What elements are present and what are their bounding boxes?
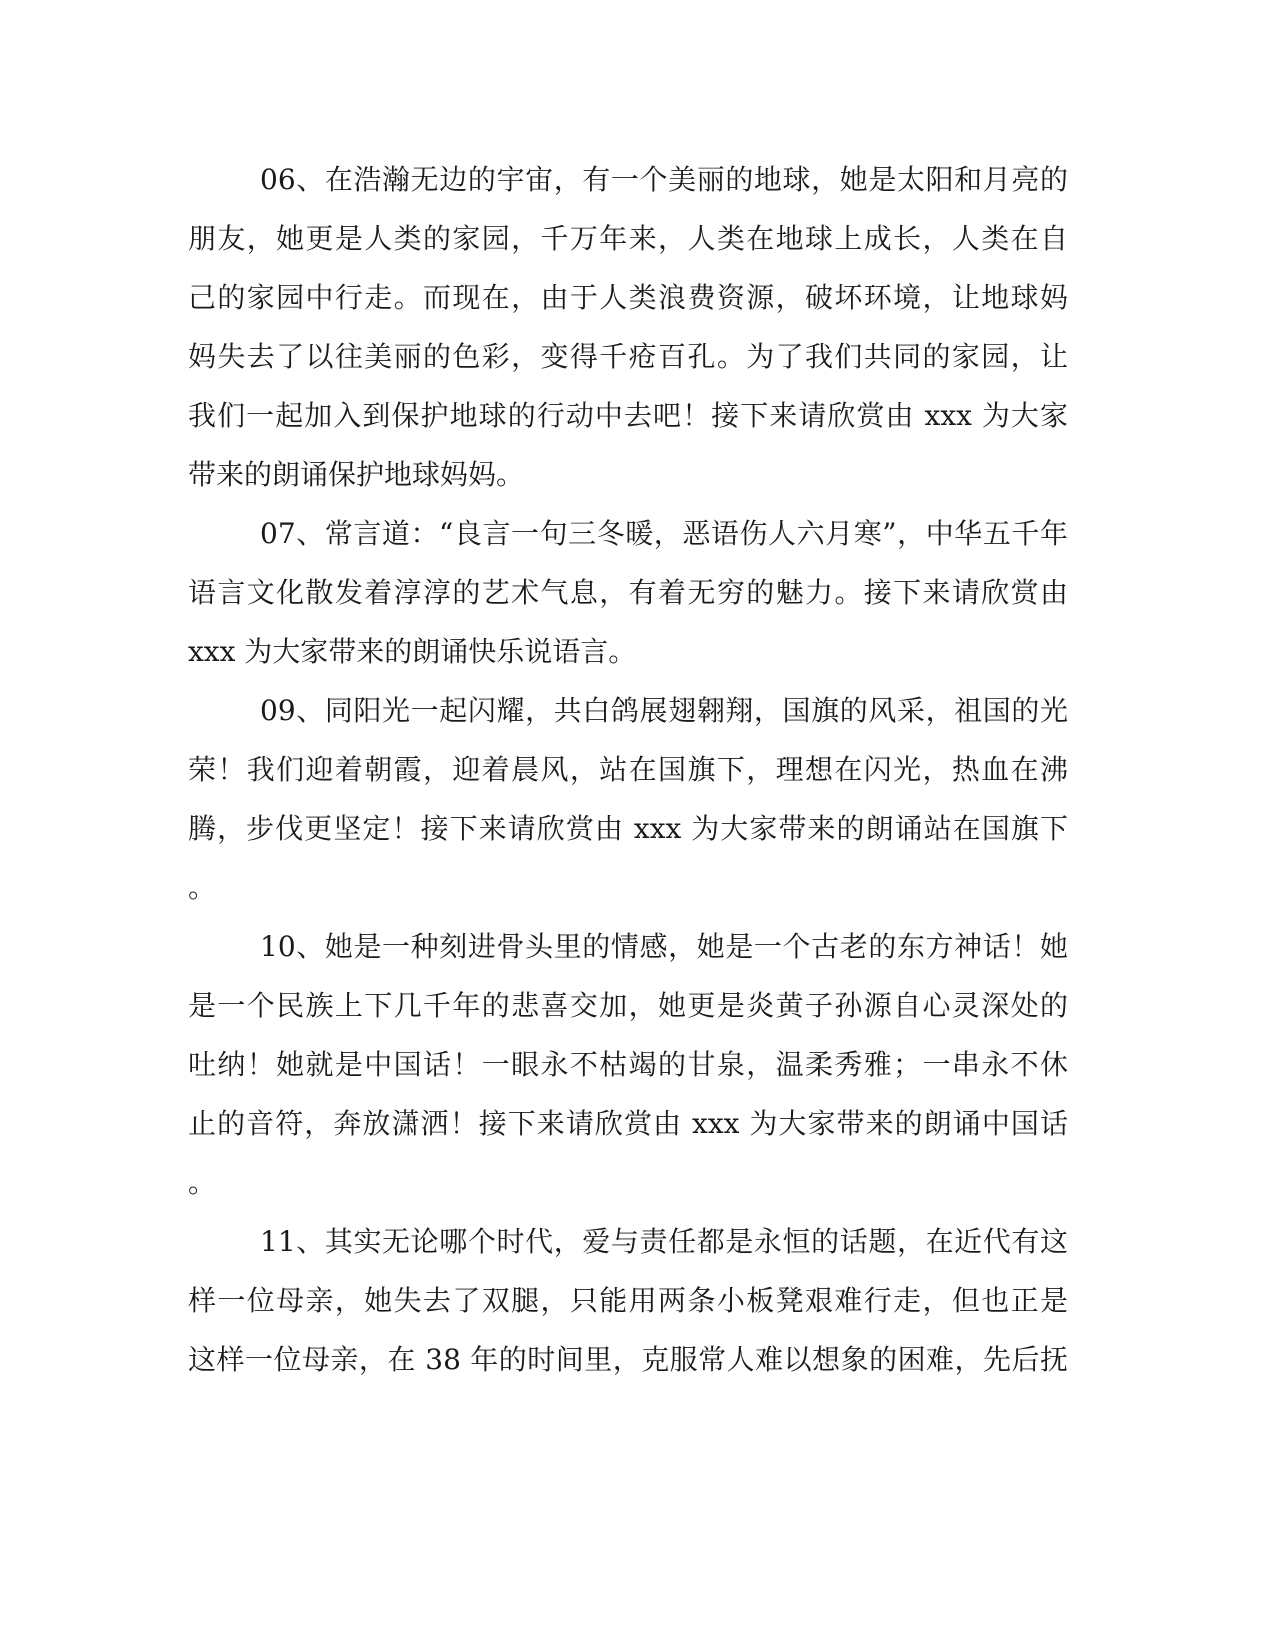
paragraph-11-line-3: 这样一位母亲，在 38 年的时间里，克服常人难以想象的困难，先后抚 — [188, 1343, 1068, 1376]
paragraph-07-line-3: xxx 为大家带来的朗诵快乐说语言。 — [188, 635, 637, 668]
paragraph-07-line-1: 07、常言道：“良言一句三冬暖，恶语伤人六月寒”，中华五千年 — [260, 517, 1068, 550]
paragraph-06-line-5: 我们一起加入到保护地球的行动中去吧！接下来请欣赏由 xxx 为大家 — [188, 399, 1068, 432]
paragraph-11-line-1: 11、其实无论哪个时代，爱与责任都是永恒的话题，在近代有这 — [260, 1225, 1068, 1258]
paragraph-07-line-2: 语言文化散发着淳淳的艺术气息，有着无穷的魅力。接下来请欣赏由 — [188, 576, 1068, 609]
paragraph-09-line-3: 腾，步伐更坚定！接下来请欣赏由 xxx 为大家带来的朗诵站在国旗下 — [188, 812, 1068, 845]
paragraph-11-line-2: 样一位母亲，她失去了双腿，只能用两条小板凳艰难行走，但也正是 — [188, 1284, 1068, 1317]
paragraph-09-line-1: 09、同阳光一起闪耀，共白鸽展翅翱翔，国旗的风采，祖国的光 — [260, 694, 1068, 727]
paragraph-06-line-3: 己的家园中行走。而现在，由于人类浪费资源，破坏环境，让地球妈 — [188, 281, 1068, 314]
paragraph-10-line-1: 10、她是一种刻进骨头里的情感，她是一个古老的东方神话！她 — [260, 930, 1068, 963]
paragraph-10-line-3: 吐纳！她就是中国话！一眼永不枯竭的甘泉，温柔秀雅；一串永不休 — [188, 1048, 1068, 1081]
paragraph-10-line-5: 。 — [188, 1166, 217, 1199]
paragraph-06-line-4: 妈失去了以往美丽的色彩，变得千疮百孔。为了我们共同的家园，让 — [188, 340, 1068, 373]
paragraph-06-line-1: 06、在浩瀚无边的宇宙，有一个美丽的地球，她是太阳和月亮的 — [260, 163, 1068, 196]
paragraph-06-line-2: 朋友，她更是人类的家园，千万年来，人类在地球上成长，人类在自 — [188, 222, 1068, 255]
paragraph-09-line-4: 。 — [188, 871, 217, 904]
paragraph-10-line-2: 是一个民族上下几千年的悲喜交加，她更是炎黄子孙源自心灵深处的 — [188, 989, 1068, 1022]
paragraph-09-line-2: 荣！我们迎着朝霞，迎着晨风，站在国旗下，理想在闪光，热血在沸 — [188, 753, 1068, 786]
paragraph-10-line-4: 止的音符，奔放潇洒！接下来请欣赏由 xxx 为大家带来的朗诵中国话 — [188, 1107, 1068, 1140]
paragraph-06-line-6: 带来的朗诵保护地球妈妈。 — [188, 458, 525, 491]
